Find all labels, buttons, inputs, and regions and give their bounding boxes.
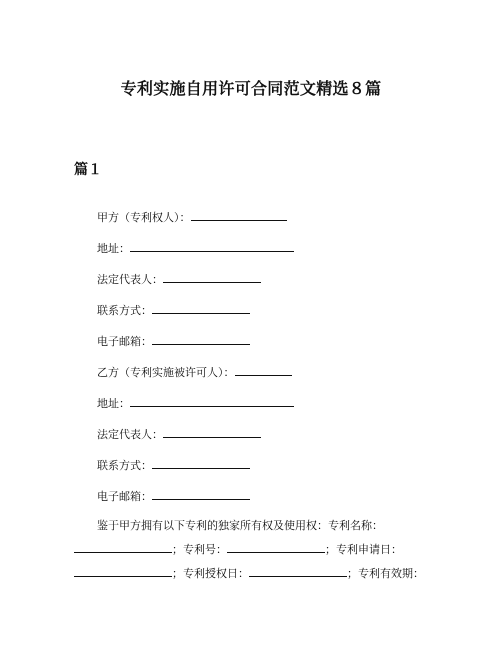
fill-blank (191, 209, 287, 221)
party-b-field (97, 364, 292, 381)
document-title: 专利实施自用许可合同范文精选８篇 (120, 79, 382, 98)
legal-rep-field (97, 271, 261, 288)
field-label: 地址： (97, 242, 130, 255)
fill-blank (163, 271, 261, 283)
field-label: 甲方（专利权人）： (97, 211, 191, 224)
field-label: 联系方式： (97, 459, 152, 472)
field-label: 电子邮箱： (97, 490, 152, 503)
fill-blank (130, 240, 294, 252)
paragraph-text: ；专利有效期： (347, 567, 424, 580)
paragraph-text: ；专利申请日： (325, 543, 402, 556)
fill-blank (163, 426, 261, 438)
paragraph-line (74, 541, 402, 558)
fill-blank (249, 565, 347, 577)
fill-blank (152, 302, 250, 314)
section-heading: 篇１ (74, 162, 102, 178)
paragraph-text: 鉴于甲方拥有以下专利的独家所有权及使用权：专利名称： (97, 519, 383, 532)
contact-field (97, 457, 250, 474)
paragraph-line (97, 518, 383, 534)
fill-blank (74, 565, 172, 577)
field-label: 联系方式： (97, 304, 152, 317)
field-label: 法定代表人： (97, 428, 163, 441)
paragraph-text: ；专利号： (172, 543, 227, 556)
field-label: 乙方（专利实施被许可人）： (97, 366, 235, 379)
address-field (97, 395, 294, 412)
contact-field (97, 302, 250, 319)
fill-blank (74, 541, 172, 553)
fill-blank (152, 333, 250, 345)
fill-blank (227, 541, 325, 553)
email-field (97, 333, 250, 350)
fill-blank (130, 395, 294, 407)
field-label: 法定代表人： (97, 273, 163, 286)
fill-blank (152, 488, 250, 500)
field-label: 电子邮箱： (97, 335, 152, 348)
paragraph-text: ；专利授权日： (172, 567, 249, 580)
fill-blank (235, 364, 292, 376)
email-field (97, 488, 250, 505)
address-field (97, 240, 294, 257)
paragraph-line (74, 565, 424, 582)
party-a-field (97, 209, 287, 226)
field-label: 地址： (97, 397, 130, 410)
fill-blank (152, 457, 250, 469)
legal-rep-field (97, 426, 261, 443)
